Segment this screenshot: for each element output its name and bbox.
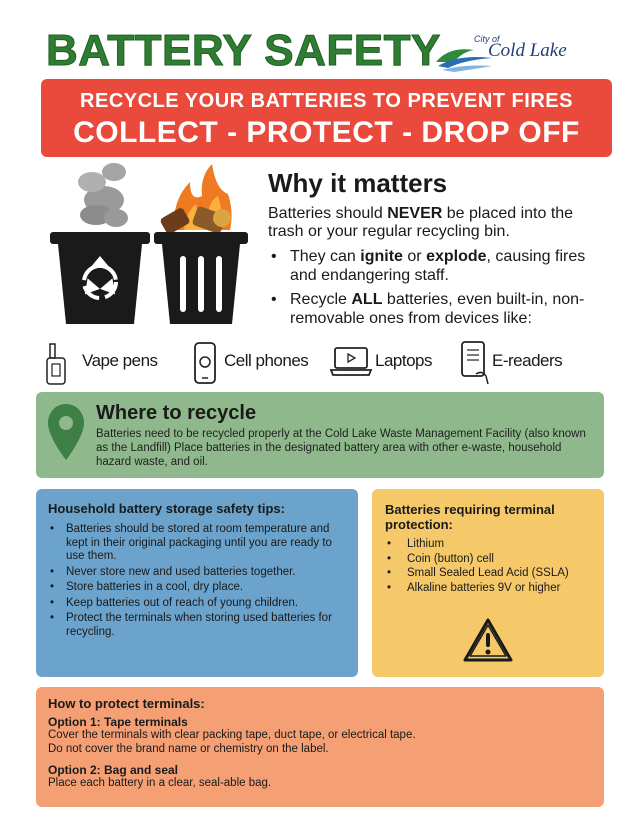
device-cell-phones — [192, 338, 322, 386]
option2-line1: Place each battery in a clear, seal-able bag. — [48, 777, 272, 789]
e-reader-icon — [458, 340, 490, 386]
why-bullet1-text-2: or — [402, 248, 427, 265]
option1-line2: Do not cover the brand name or chemistry on the label. — [48, 743, 329, 755]
list-item: • Lithium — [385, 537, 600, 552]
devices-row — [44, 338, 604, 386]
why-bullet-recycle-all — [268, 290, 608, 328]
option2-title: Option 2: Bag and seal — [48, 763, 179, 777]
why-bullet1-text-3: , causing fires and endangering staff. — [290, 248, 586, 284]
terminal-list — [385, 537, 600, 595]
where-title: Where to recycle — [96, 402, 257, 424]
device-label-vape-pens: Vape pens — [82, 351, 158, 370]
why-intro-bold: NEVER — [387, 205, 443, 222]
terminal-title: Batteries requiring terminal protection: — [385, 502, 555, 532]
list-item: • Alkaline batteries 9V or higher — [385, 581, 600, 596]
device-vape-pens — [44, 338, 174, 386]
storage-list — [48, 523, 352, 641]
why-bullet2-text-2: batteries, even built-in, non-removable ones from devices like: — [290, 291, 585, 327]
cell-phone-icon — [192, 340, 218, 386]
option1-title: Option 1: Tape terminals — [48, 715, 188, 729]
protect-terminals-panel — [36, 687, 604, 807]
vape-pen-icon — [44, 340, 74, 386]
why-list — [268, 247, 608, 333]
device-label-laptops: Laptops — [375, 351, 432, 370]
page-title: BATTERY SAFETY — [46, 26, 441, 75]
smoke-icon — [78, 163, 128, 227]
logo-name: Cold Lake — [488, 40, 567, 61]
device-laptops — [329, 338, 459, 386]
laptop-icon — [329, 340, 375, 380]
banner-line-1: RECYCLE YOUR BATTERIES TO PREVENT FIRES — [80, 90, 573, 112]
why-bullet1-bold-1: ignite — [360, 248, 403, 265]
list-item: • Batteries should be stored at room temperature and kept in their original packaging until you are ready to use them. — [48, 523, 352, 564]
list-item: • Protect the terminals when storing used batteries for recycling. — [48, 612, 352, 639]
why-bullet1-bold-2: explode — [426, 248, 487, 265]
trash-bin-icon — [154, 232, 248, 324]
location-pin-icon — [46, 402, 86, 464]
why-intro-text-2: be placed into the trash or your regular recycling bin. — [268, 205, 574, 240]
banner-line-2: COLLECT - PROTECT - DROP OFF — [73, 116, 580, 149]
why-bullet-ignite — [268, 247, 608, 285]
logo-city-of: City of — [474, 34, 500, 44]
why-bullet1-text-1: They can — [290, 248, 361, 265]
warning-icon — [462, 617, 514, 663]
where-to-recycle-panel — [36, 392, 604, 478]
why-intro — [268, 205, 598, 241]
protect-title: How to protect terminals: — [48, 696, 205, 711]
city-logo — [434, 32, 574, 76]
why-intro-text-1: Batteries should — [268, 205, 388, 222]
device-label-cell-phones: Cell phones — [224, 351, 309, 370]
list-item: • Store batteries in a cool, dry place. — [48, 581, 352, 595]
recycle-banner — [41, 79, 612, 157]
why-bullet2-bold: ALL — [351, 291, 383, 308]
list-item: • Never store new and used batteries together. — [48, 566, 352, 580]
list-item: • Small Sealed Lead Acid (SSLA) — [385, 566, 600, 581]
recycle-bin-icon — [50, 232, 150, 324]
storage-title: Household battery storage safety tips: — [48, 501, 285, 516]
list-item: • Keep batteries out of reach of young children. — [48, 597, 352, 611]
terminal-protection-panel — [372, 489, 604, 677]
option1-line1: Cover the terminals with clear packing tape, duct tape, or electrical tape. — [48, 729, 416, 741]
device-e-readers — [458, 338, 598, 386]
why-bullet2-text-1: Recycle — [290, 291, 352, 308]
why-title: Why it matters — [268, 168, 448, 198]
device-label-e-readers: E-readers — [492, 351, 563, 370]
list-item: • Coin (button) cell — [385, 552, 600, 567]
trash-bins-illustration — [44, 160, 250, 330]
storage-tips-panel — [36, 489, 358, 677]
where-text: Batteries need to be recycled properly at the Cold Lake Waste Management Facility (also known as the Landfill) Place batteries in the designated battery area with other e-waste, household hazard waste, and oil. — [96, 428, 586, 468]
